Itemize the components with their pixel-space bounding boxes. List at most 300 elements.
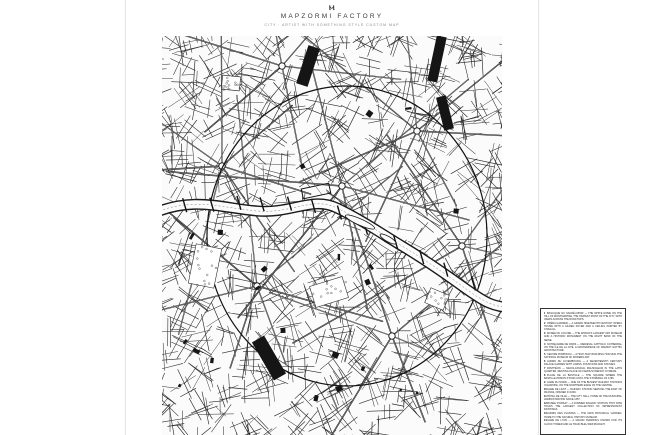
street xyxy=(273,127,291,131)
street xyxy=(192,93,197,119)
street xyxy=(218,385,238,393)
street xyxy=(295,414,308,430)
street xyxy=(187,163,218,174)
street xyxy=(162,89,171,97)
street xyxy=(376,105,403,120)
street xyxy=(229,109,264,116)
street xyxy=(446,418,456,429)
street xyxy=(196,71,197,86)
street xyxy=(305,354,306,389)
street xyxy=(367,410,403,411)
street xyxy=(258,383,286,391)
street xyxy=(162,220,170,234)
street xyxy=(181,144,182,166)
legend-item xyxy=(544,412,622,418)
street xyxy=(322,244,341,270)
legend-item-text: JARDIN DES PLANTES — THE MAIN BOTANICAL GARDEN, HOME TO THE NATURAL HISTORY MUSEUM. xyxy=(544,412,622,419)
legend-item-number: 8 xyxy=(544,373,546,377)
landmark-block xyxy=(189,233,195,240)
street xyxy=(420,223,428,233)
legend-item-number: 12 xyxy=(544,402,547,406)
street xyxy=(246,63,272,71)
street xyxy=(174,49,186,74)
legend-item xyxy=(544,381,622,387)
street xyxy=(447,141,462,155)
street xyxy=(174,119,179,144)
street xyxy=(423,132,429,160)
street xyxy=(238,80,269,98)
street xyxy=(262,186,276,192)
landmark-block xyxy=(364,279,371,286)
street xyxy=(306,99,342,106)
street xyxy=(183,57,192,74)
street xyxy=(169,404,175,435)
street xyxy=(186,308,200,334)
street xyxy=(227,37,232,68)
landmark-block xyxy=(280,328,285,333)
street xyxy=(258,176,271,177)
street xyxy=(335,300,338,312)
street xyxy=(486,413,496,435)
street xyxy=(362,361,381,389)
street xyxy=(365,80,376,102)
street xyxy=(295,381,317,405)
roundabout xyxy=(414,128,420,134)
street xyxy=(362,119,388,120)
street xyxy=(290,319,295,345)
street xyxy=(403,185,419,203)
street xyxy=(232,422,242,435)
street xyxy=(361,331,369,341)
street xyxy=(267,82,284,103)
street xyxy=(310,352,335,359)
landmark-block xyxy=(453,208,459,213)
street xyxy=(255,305,257,319)
legend-item-number: 4 xyxy=(544,342,546,346)
legend-item-text: HÔTEL DE VILLE — THE CITY HALL, HOME OF THE MUNICIPAL ADMINISTRATION SINCE 1357. xyxy=(544,395,622,402)
park xyxy=(221,75,240,91)
street xyxy=(295,381,314,398)
street xyxy=(368,304,377,315)
street xyxy=(207,144,219,165)
street xyxy=(162,363,183,370)
boulevard xyxy=(162,286,257,321)
street xyxy=(162,38,163,64)
street xyxy=(227,115,249,123)
street xyxy=(423,374,453,386)
street xyxy=(453,122,489,125)
legend-item-text: CENTRE POMPIDOU — A HIGH-TECH BUILDING HOUSING THE NATIONAL MUSEUM OF MODERN ART. xyxy=(544,352,622,359)
street xyxy=(284,418,305,432)
street xyxy=(439,351,452,372)
tree xyxy=(345,281,347,283)
street xyxy=(497,77,502,99)
street xyxy=(316,131,325,147)
street xyxy=(324,400,353,423)
street xyxy=(276,191,296,196)
street xyxy=(389,90,422,97)
street xyxy=(266,37,275,45)
street xyxy=(273,299,293,323)
street xyxy=(192,140,195,169)
street xyxy=(454,300,455,319)
street xyxy=(206,368,218,373)
boulevard xyxy=(417,131,502,140)
street xyxy=(426,365,440,392)
street xyxy=(383,368,389,397)
street xyxy=(407,279,412,301)
street xyxy=(210,36,212,41)
landmark-block xyxy=(300,163,306,169)
street xyxy=(244,311,264,313)
street xyxy=(391,36,398,55)
street xyxy=(468,323,486,337)
louvre-outline xyxy=(301,183,330,199)
street xyxy=(500,44,502,49)
street xyxy=(254,109,278,124)
street xyxy=(500,57,502,60)
street xyxy=(398,390,399,402)
landmark-block xyxy=(178,384,182,388)
street xyxy=(325,73,345,98)
street xyxy=(272,378,274,401)
legend-item-text: OPÉRA GARNIER — A GRAND NINETEENTH CENTURY OPERA HOUSE WITH A GILDED FOYER AND A CEILING PAINTED BY CHAGALL. xyxy=(544,322,622,332)
legend-item-text: GARE DE L'EST — RAILWAY STATION SERVING THE EAST OF FRANCE, OPENED IN 1849. xyxy=(544,388,622,395)
street xyxy=(329,336,349,343)
street xyxy=(181,46,204,52)
street xyxy=(437,428,474,435)
street xyxy=(294,91,296,106)
street xyxy=(171,187,177,198)
street xyxy=(254,44,266,59)
legend-item xyxy=(544,402,622,411)
street xyxy=(493,284,502,290)
street xyxy=(250,68,265,73)
legend-item xyxy=(544,322,622,331)
street xyxy=(499,64,502,74)
street xyxy=(227,277,240,279)
legend-item-number: 7 xyxy=(544,366,546,370)
street xyxy=(182,411,183,430)
major-streets xyxy=(162,36,502,435)
street xyxy=(244,260,274,262)
street xyxy=(191,367,205,391)
street xyxy=(319,249,336,268)
street xyxy=(265,263,267,279)
street xyxy=(214,209,219,232)
street xyxy=(465,310,485,342)
street xyxy=(258,164,295,165)
landmark-legend xyxy=(540,308,626,435)
street xyxy=(185,406,218,417)
street xyxy=(166,159,188,160)
boulevard-centerline xyxy=(162,286,257,321)
street xyxy=(498,419,502,432)
street xyxy=(162,231,174,245)
street xyxy=(169,36,188,47)
street xyxy=(180,68,181,88)
boulevard-centerline xyxy=(230,286,257,368)
street xyxy=(471,158,493,182)
street xyxy=(280,224,304,244)
legend-item-number: 13 xyxy=(544,412,547,416)
legend-item-text: MUSÉE D'ORSAY — A FORMER RAILWAY STATION THAT NOW HOLDS THE LARGEST COLLECTION OF IMPRESSIONIST PAINTINGS. xyxy=(544,402,622,412)
brand-logo-icon: Ⲙ xyxy=(328,3,336,12)
street xyxy=(221,393,241,401)
street xyxy=(439,412,461,415)
street-map-svg xyxy=(162,36,502,435)
street xyxy=(501,344,502,362)
park xyxy=(310,276,349,307)
street xyxy=(381,275,408,279)
street xyxy=(388,70,418,73)
street xyxy=(228,247,246,253)
street xyxy=(172,53,198,61)
street xyxy=(242,391,270,397)
boulevard-centerline xyxy=(300,131,417,182)
street xyxy=(362,250,388,273)
street xyxy=(408,335,409,347)
street xyxy=(416,218,433,232)
street xyxy=(341,105,364,116)
street xyxy=(163,343,164,370)
legend-item-number: 1 xyxy=(544,312,546,315)
street xyxy=(162,64,170,66)
street xyxy=(171,376,196,392)
street xyxy=(253,36,268,53)
street xyxy=(207,312,230,327)
street xyxy=(171,146,172,164)
street xyxy=(452,116,481,125)
street xyxy=(348,424,375,435)
street xyxy=(187,427,211,435)
street xyxy=(238,248,241,260)
street xyxy=(498,397,502,404)
legend-item-number: 5 xyxy=(544,352,546,356)
street xyxy=(162,418,189,423)
tree xyxy=(313,283,315,285)
street xyxy=(426,383,435,410)
street xyxy=(430,129,435,141)
street xyxy=(468,229,469,248)
street xyxy=(221,332,224,346)
street xyxy=(221,396,240,400)
street xyxy=(426,359,446,381)
street xyxy=(446,366,466,374)
street xyxy=(383,95,391,110)
street xyxy=(229,374,230,400)
street xyxy=(377,417,395,420)
street xyxy=(243,85,246,123)
roundabout xyxy=(339,183,345,189)
roundabout xyxy=(459,243,465,249)
street xyxy=(291,402,315,424)
street xyxy=(372,422,373,435)
street xyxy=(299,147,319,160)
street xyxy=(481,169,498,186)
street xyxy=(461,36,462,47)
street xyxy=(223,427,224,435)
street xyxy=(347,106,359,130)
street xyxy=(386,252,404,254)
street xyxy=(235,300,272,304)
street xyxy=(173,218,192,235)
landmark-block xyxy=(210,358,214,364)
street xyxy=(162,69,166,70)
street xyxy=(495,356,497,371)
minor-streets xyxy=(162,36,502,435)
poster-subtitle: CITY · ARTIST WITH SOMETHING STYLE CUSTOM MAP xyxy=(264,23,400,27)
street xyxy=(267,128,287,143)
street xyxy=(237,369,268,372)
street xyxy=(355,40,382,53)
landmark-block xyxy=(405,107,412,110)
legend-item xyxy=(544,419,622,425)
street xyxy=(400,183,409,200)
street xyxy=(317,153,330,179)
street xyxy=(162,105,163,110)
street xyxy=(434,161,449,189)
street xyxy=(262,169,295,178)
street xyxy=(162,265,169,268)
street xyxy=(402,283,414,288)
street xyxy=(360,169,379,179)
street xyxy=(196,427,197,435)
street xyxy=(274,233,275,249)
landmark-block xyxy=(218,230,224,235)
street xyxy=(411,164,422,179)
legend-item-number: 2 xyxy=(544,322,546,326)
street xyxy=(444,324,458,328)
street xyxy=(180,219,196,233)
street xyxy=(306,211,326,222)
street xyxy=(316,330,326,364)
street xyxy=(447,396,449,415)
street xyxy=(449,143,461,155)
street xyxy=(230,418,253,427)
street xyxy=(180,87,200,107)
city-map[interactable] xyxy=(162,36,502,435)
street xyxy=(334,36,344,43)
legend-item-number: 10 xyxy=(544,388,547,392)
street xyxy=(344,249,360,251)
street xyxy=(359,395,384,404)
street xyxy=(354,283,362,293)
legend-item xyxy=(544,395,622,401)
legend-item-text: PLACE DE LA BASTILLE — THE SQUARE WHERE THE BASTILLE PRISON STOOD UNTIL THE STORMING OF 1789. xyxy=(544,373,622,381)
legend-item xyxy=(544,343,622,352)
street xyxy=(481,352,483,372)
street xyxy=(419,402,438,407)
street xyxy=(211,77,220,96)
street xyxy=(314,132,323,147)
street xyxy=(417,233,448,253)
street xyxy=(313,265,323,277)
street xyxy=(386,295,400,323)
street xyxy=(240,360,259,361)
street xyxy=(245,416,258,428)
street xyxy=(368,120,382,123)
street xyxy=(182,74,195,75)
landmark-block xyxy=(313,395,318,402)
legend-item-number: 11 xyxy=(544,395,547,399)
street xyxy=(450,100,461,109)
street xyxy=(269,298,289,319)
poster-title: MAPZORMI FACTORY xyxy=(280,13,384,20)
street xyxy=(177,425,196,435)
landmark-block xyxy=(365,110,373,118)
street xyxy=(355,360,376,372)
legend-item-text: GARE DU NORD — ONE OF THE BUSIEST RAILWAY STATIONS IN EUROPE, ON THE NORTHERN EDGE OF THE CENTRE. xyxy=(544,381,622,388)
legend-item xyxy=(544,332,622,341)
legend-item-text: PANTHÉON — NEOCLASSICAL MAUSOLEUM IN THE LATIN QUARTER, RESTING PLACE OF FAMOUS FRENCH CITIZENS. xyxy=(544,366,622,373)
street xyxy=(367,162,386,191)
street xyxy=(189,40,192,52)
street xyxy=(484,426,502,431)
street xyxy=(169,329,183,356)
legend-item-number: 14 xyxy=(544,419,547,423)
street xyxy=(162,241,163,252)
street xyxy=(254,429,272,435)
street xyxy=(178,422,199,435)
street xyxy=(211,405,231,432)
rail-yard xyxy=(296,45,320,87)
street xyxy=(317,391,341,403)
legend-item-text: GARE DE LYON — A GRAND TERMINUS KNOWN FOR ITS CLOCK TOWER AND LE TRAIN BLEU RESTAURANT. xyxy=(544,419,622,426)
legend-item xyxy=(544,360,622,366)
street xyxy=(201,36,202,48)
street xyxy=(340,36,345,38)
legend-item-text: NOTRE-DAME DE PARIS — MEDIEVAL CATHOLIC CATHEDRAL ON THE ÎLE DE LA CITÉ, A MASTERPIECE OF FRENCH GOTHIC ARCHITECTURE. xyxy=(544,342,622,352)
street xyxy=(258,248,293,252)
street xyxy=(288,349,289,379)
street xyxy=(455,181,468,192)
street xyxy=(262,96,280,110)
street xyxy=(300,394,312,407)
street xyxy=(246,372,272,386)
street xyxy=(356,64,379,69)
street xyxy=(347,36,348,49)
street xyxy=(392,404,404,406)
street xyxy=(484,81,502,109)
street xyxy=(251,77,265,85)
street xyxy=(474,80,478,117)
street xyxy=(386,366,393,400)
street xyxy=(175,264,186,279)
legend-item-text: BASILIQUE DU SACRÉ-CŒUR — THE WHITE DOME ON THE HILL OF MONTMARTRE, THE HIGHEST POINT OF THE CITY, WITH VIEWS ACROSS THE ROOFTOPS. xyxy=(544,312,622,322)
street xyxy=(190,167,195,182)
street xyxy=(255,165,256,185)
street xyxy=(359,177,389,191)
legend-item xyxy=(544,353,622,359)
street xyxy=(279,403,298,417)
street xyxy=(162,278,176,286)
street xyxy=(301,140,329,154)
street xyxy=(399,396,420,418)
street xyxy=(389,227,414,231)
street xyxy=(162,46,170,49)
street xyxy=(464,423,489,428)
street xyxy=(475,163,495,167)
street xyxy=(180,388,195,396)
landmark-block xyxy=(338,254,340,261)
legend-item xyxy=(544,388,622,394)
street xyxy=(459,89,486,92)
street xyxy=(338,101,350,126)
street xyxy=(202,37,212,54)
street xyxy=(480,202,500,228)
street xyxy=(162,359,180,361)
